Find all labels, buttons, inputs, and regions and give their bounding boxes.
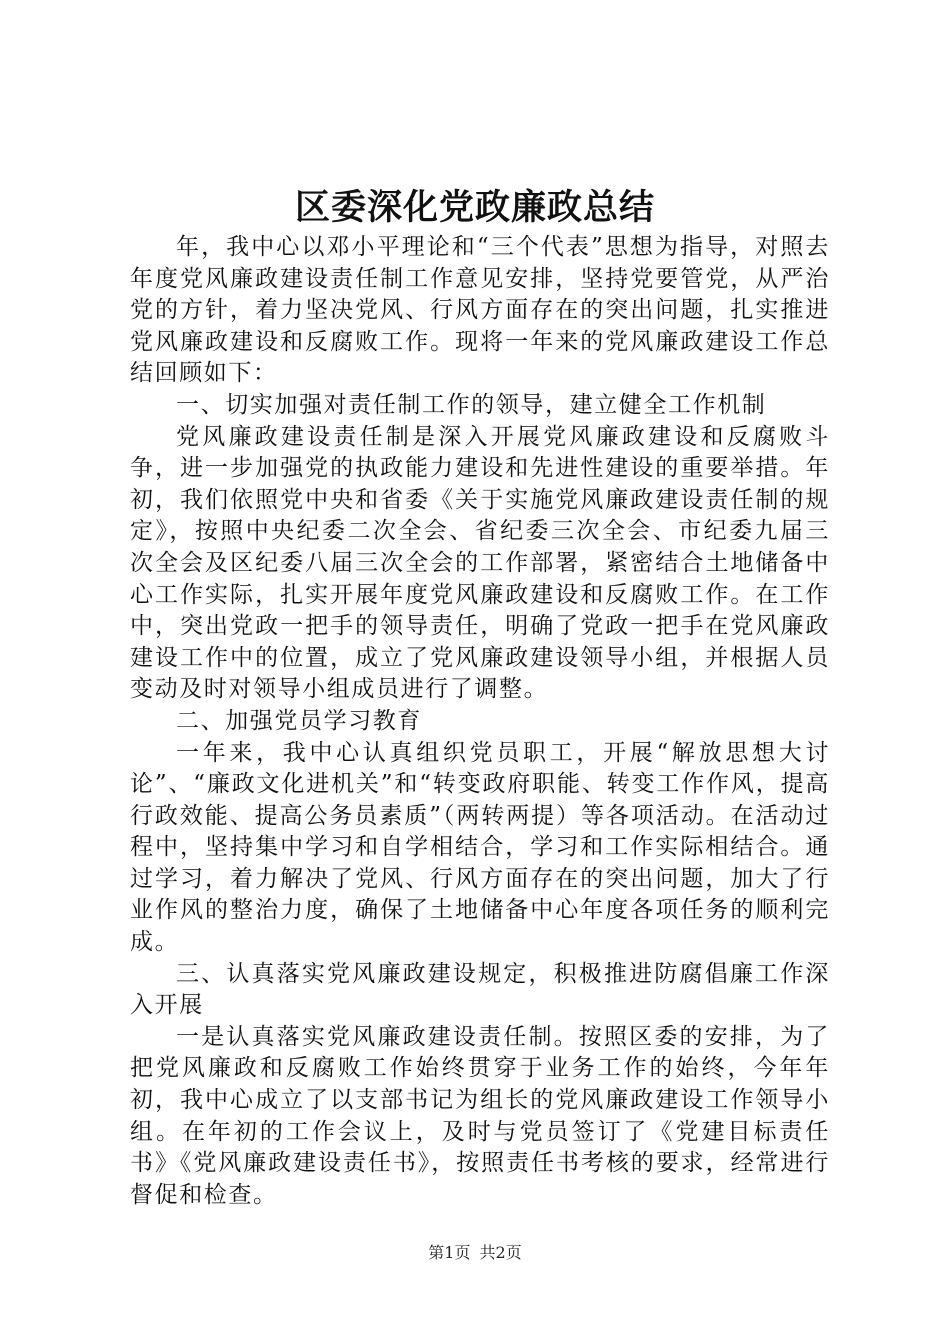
page-number: 第1页 <box>428 1243 471 1262</box>
section-heading-1: 一、切实加强对责任制工作的领导，建立健全工作机制 <box>176 391 767 418</box>
document-body <box>130 232 830 1211</box>
section-1-paragraph: 党风廉政建设责任制是深入开展党风廉政建设和反腐败斗争，进一步加强党的执政能力建设和先进性建设的重要举措。年初，我们依照党中央和省委《关于实施党风廉政建设责任制的规定》，按照中央纪委二次全会、省纪委三次全会、市纪委九届三次全会及区纪委八届三次全会的工作部署，紧密结合土地储备中心工作实际，扎实开展年度党风廉政建设和反腐败工作。在工作中，突出党政一把手的领导责任，明确了党政一把手在党风廉政建设工作中的位置，成立了党风廉政建设领导小组，并根据人员变动及时对领导小组成员进行了调整。 <box>130 423 830 703</box>
section-heading-3: 三、认真落实党风廉政建设规定，积极推进防腐倡廉工作深入开展 <box>130 960 830 1019</box>
section-2-paragraph: 一年来，我中心认真组织党员职工，开展“解放思想大讨论”、“廉政文化进机关”和“转变政府职能、转变工作作风，提高行政效能、提高公务员素质”（两转两提）等各项活动。在活动过程中，坚持集中学习和自学相结合，学习和工作实际相结合。通过学习，着力解决了党风、行风方面存在的突出问题，加大了行业作风的整治力度，确保了土地储备中心年度各项任务的顺利完成。 <box>130 739 830 956</box>
intro-paragraph: 年，我中心以邓小平理论和“三个代表”思想为指导，对照去年度党风廉政建设责任制工作意见安排，坚持党要管党，从严治党的方针，着力坚决党风、行风方面存在的突出问题，扎实推进党风廉政建设和反腐败工作。现将一年来的党风廉政建设工作总结回顾如下： <box>130 234 830 387</box>
section-heading-2: 二、加强党员学习教育 <box>176 707 422 734</box>
page-footer <box>0 1242 950 1264</box>
section-3-paragraph: 一是认真落实党风廉政建设责任制。按照区委的安排，为了把党风廉政和反腐败工作始终贯穿于业务工作的始终，今年年初，我中心成立了以支部书记为组长的党风廉政建设工作领导小组。在年初的工作会议上，及时与党员签订了《党建目标责任书》《党风廉政建设责任书》，按照责任书考核的要求，经常进行督促和检查。 <box>130 1023 830 1208</box>
document-title: 区委深化党政廉政总结 <box>294 187 655 228</box>
page-total: 共2页 <box>479 1243 522 1262</box>
